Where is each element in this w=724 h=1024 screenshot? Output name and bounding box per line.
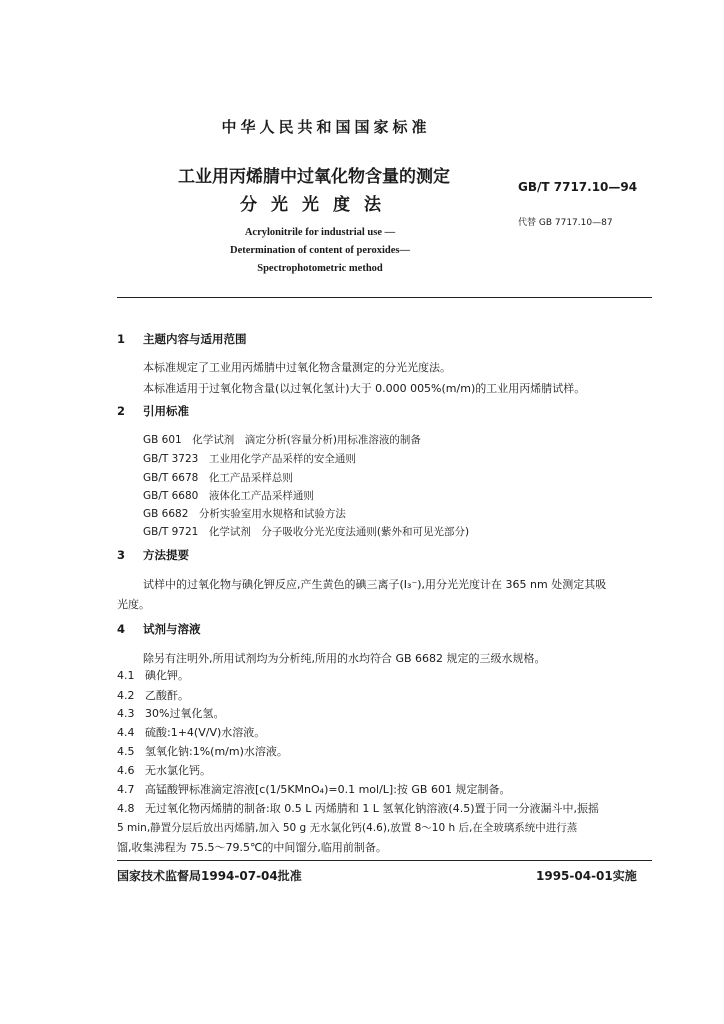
- reference-item: GB/T 6680 液体化工产品采样通则: [143, 490, 314, 502]
- item-number: 4.5: [117, 745, 135, 758]
- section-title: 方法提要: [143, 548, 189, 562]
- reagent-item: [117, 667, 189, 683]
- title-chinese-line1: 工业用丙烯腈中过氧化物含量的测定: [178, 167, 450, 187]
- reagent-item: [117, 762, 211, 778]
- section-4-intro: 除另有注明外,所用试剂均为分析纯,所用的水均符合 GB 6682 规定的三级水规格。: [143, 652, 546, 665]
- section-1-heading: [117, 331, 247, 347]
- reagent-item: [117, 781, 510, 797]
- reference-item: GB 601 化学试剂 滴定分析(容量分析)用标准溶液的制备: [143, 434, 421, 446]
- section-title: 试剂与溶液: [143, 622, 201, 636]
- section-title: 引用标准: [143, 404, 189, 418]
- item-number: 4.3: [117, 707, 135, 720]
- item-number: 4.2: [117, 689, 135, 702]
- item-text: 碘化钾。: [145, 669, 189, 682]
- replaces-note: 代替 GB 7717.10—87: [518, 218, 613, 228]
- title-english-line2: Determination of content of peroxides—: [229, 245, 411, 256]
- reagent-item: [117, 800, 599, 816]
- section-2-heading: [117, 403, 189, 419]
- item-number: 4.7: [117, 783, 135, 796]
- item-text: 无过氧化物丙烯腈的制备:取 0.5 L 丙烯腈和 1 L 氢氧化钠溶液(4.5)置于同一分液漏斗中,振摇: [145, 802, 600, 815]
- section-4-heading: [117, 621, 201, 637]
- item-number: 4.4: [117, 726, 135, 739]
- item-text: 乙酸酐。: [145, 689, 189, 702]
- section-title: 主题内容与适用范围: [143, 332, 247, 346]
- reagent-item-continuation: 5 min,静置分层后放出丙烯腈,加入 50 g 无水氯化钙(4.6),放置 8～10 h 后,在全玻璃系统中进行蒸: [117, 822, 578, 834]
- reference-item: GB/T 9721 化学试剂 分子吸收分光光度法通则(紫外和可见光部分): [143, 526, 470, 538]
- reference-item: GB 6682 分析实验室用水规格和试验方法: [143, 508, 346, 520]
- section-number: 3: [117, 548, 126, 562]
- reagent-item-continuation: 馏,收集沸程为 75.5～79.5℃的中间馏分,临用前制备。: [117, 841, 387, 854]
- item-text: 无水氯化钙。: [145, 764, 211, 777]
- item-number: 4.1: [117, 669, 135, 682]
- header-divider: [117, 297, 652, 298]
- item-number: 4.8: [117, 802, 135, 815]
- reagent-item: [117, 743, 288, 759]
- standard-code: GB/T 7717.10—94: [518, 180, 638, 194]
- reagent-item: [117, 687, 189, 703]
- section-number: 4: [117, 622, 126, 636]
- item-number: 4.6: [117, 764, 135, 777]
- item-text: 高锰酸钾标准滴定溶液[c(1/5KMnO₄)=0.1 mol/L]:按 GB 601 规定制备。: [145, 783, 511, 796]
- title-english-line1: Acrylonitrile for industrial use —: [244, 227, 396, 238]
- section-3-para-line-2: 光度。: [117, 598, 150, 611]
- item-text: 硫酸:1+4(V/V)水溶液。: [145, 726, 266, 739]
- reference-item: GB/T 3723 工业用化学产品采样的安全通则: [143, 453, 356, 465]
- section-3-heading: [117, 547, 189, 563]
- section-1-para-2: 本标准适用于过氧化物含量(以过氧化氢计)大于 0.000 005%(m/m)的工业用丙烯腈试样。: [143, 382, 586, 395]
- section-1-para-1: 本标准规定了工业用丙烯腈中过氧化物含量测定的分光光度法。: [143, 361, 451, 374]
- section-number: 2: [117, 404, 126, 418]
- title-english-line3: Spectrophotometric method: [257, 263, 383, 274]
- issuing-organization: 中华人民共和国国家标准: [221, 118, 431, 136]
- implementation-date: 1995-04-01实施: [536, 869, 637, 883]
- item-text: 氢氧化钠:1%(m/m)水溶液。: [145, 745, 288, 758]
- section-number: 1: [117, 332, 126, 346]
- footer-divider: [117, 860, 652, 861]
- approval-date: 国家技术监督局1994-07-04批准: [117, 869, 302, 883]
- item-text: 30%过氧化氢。: [145, 707, 225, 720]
- reference-item: GB/T 6678 化工产品采样总则: [143, 472, 293, 484]
- reagent-item: [117, 705, 224, 721]
- reagent-item: [117, 724, 265, 740]
- section-3-para-line-1: 试样中的过氧化物与碘化钾反应,产生黄色的碘三离子(I₃⁻),用分光光度计在 365 nm 处测定其吸: [143, 578, 607, 591]
- title-chinese-line2: 分光光度法: [240, 195, 395, 215]
